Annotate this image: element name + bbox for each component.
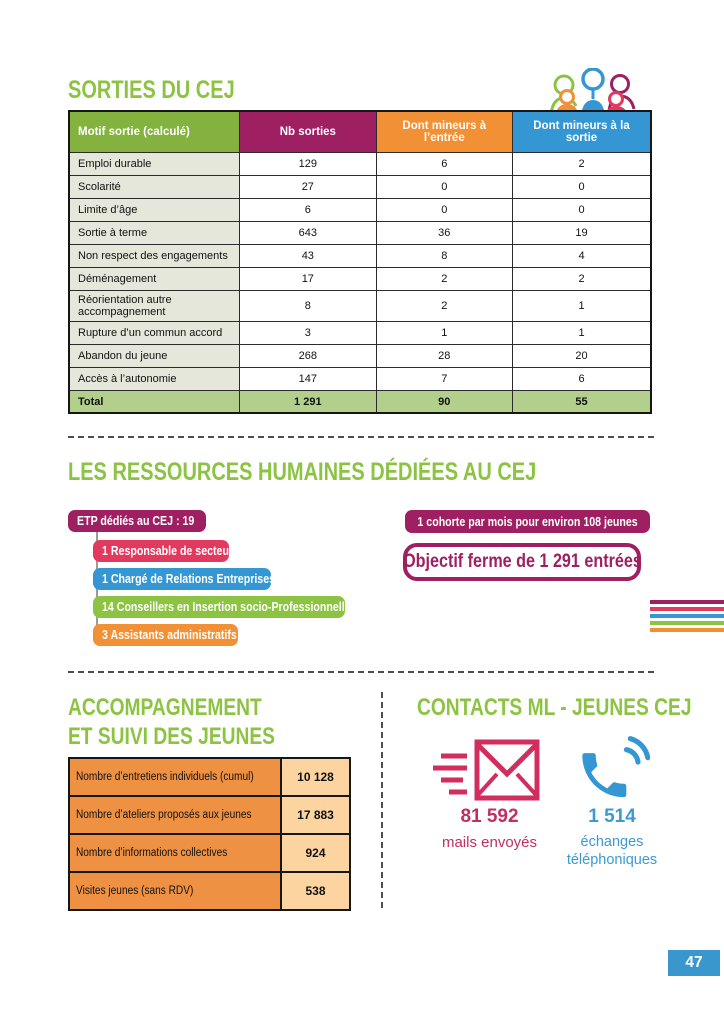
row-mineurs-sortie: 19 [513, 222, 651, 245]
row-mineurs-sortie: 0 [513, 199, 651, 222]
phone-label-line2: téléphoniques [566, 852, 658, 868]
header-mineurs-sortie: Dont mineurs à la sortie [513, 111, 651, 153]
mail-label: mails envoyés [441, 834, 538, 851]
header-mineurs-entree: Dont mineurs à l’entrée [376, 111, 512, 153]
row-mineurs-entree: 36 [376, 222, 512, 245]
total-row [69, 391, 651, 414]
stripe-crimson [650, 607, 724, 611]
acc-row [69, 758, 350, 796]
phone-icon [572, 733, 650, 805]
table-row [69, 153, 651, 176]
acc-row [69, 796, 350, 834]
divider-top [68, 436, 655, 438]
row-label: Réorientation autre accompagnement [69, 291, 240, 322]
row-nb-sorties: 129 [240, 153, 376, 176]
row-label: Déménagement [69, 268, 240, 291]
table-row [69, 268, 651, 291]
row-mineurs-entree: 6 [376, 153, 512, 176]
acc-row-value: 538 [281, 872, 350, 910]
acc-row-value: 10 128 [281, 758, 350, 796]
table-row [69, 291, 651, 322]
acc-row-label: Nombre d’ateliers proposés aux jeunes [69, 796, 281, 834]
total-mineurs-entree: 90 [376, 391, 512, 414]
cohorte-pill: 1 cohorte par mois pour environ 108 jeunes [405, 510, 650, 533]
etp-item-conseillers: 14 Conseillers en Insertion socio-Professionnelle [93, 596, 345, 618]
row-mineurs-entree: 2 [376, 291, 512, 322]
table-row [69, 199, 651, 222]
acc-row-label: Visites jeunes (sans RDV) [69, 872, 281, 910]
row-nb-sorties: 643 [240, 222, 376, 245]
table-row [69, 322, 651, 345]
phone-count: 1 514 [588, 806, 636, 827]
row-nb-sorties: 6 [240, 199, 376, 222]
row-mineurs-sortie: 2 [513, 153, 651, 176]
total-nb-sorties: 1 291 [240, 391, 376, 414]
row-mineurs-sortie: 20 [513, 345, 651, 368]
row-label: Non respect des engagements [69, 245, 240, 268]
table-row [69, 368, 651, 391]
phone-label-line1: échanges [580, 834, 644, 850]
acc-row-value: 17 883 [281, 796, 350, 834]
acc-row [69, 872, 350, 910]
row-nb-sorties: 3 [240, 322, 376, 345]
divider-vertical [381, 692, 383, 912]
stripe-green [650, 621, 724, 625]
row-mineurs-sortie: 4 [513, 245, 651, 268]
header-motif: Motif sortie (calculé) [69, 111, 240, 153]
header-nb-sorties: Nb sorties [240, 111, 376, 153]
row-nb-sorties: 27 [240, 176, 376, 199]
etp-root-pill: ETP dédiés au CEJ : 19 [68, 510, 206, 532]
people-group-icon [543, 68, 643, 116]
row-label: Accès à l’autonomie [69, 368, 240, 391]
row-mineurs-sortie: 1 [513, 322, 651, 345]
row-nb-sorties: 147 [240, 368, 376, 391]
row-nb-sorties: 268 [240, 345, 376, 368]
accompagnement-title-line1: ACCOMPAGNEMENT [68, 694, 262, 721]
objectif-box: Objectif ferme de 1 291 entrées [403, 543, 641, 581]
stripe-orange [650, 628, 724, 632]
row-label: Limite d’âge [69, 199, 240, 222]
acc-row [69, 834, 350, 872]
row-mineurs-entree: 0 [376, 176, 512, 199]
row-mineurs-entree: 8 [376, 245, 512, 268]
etp-item-responsable: 1 Responsable de secteur [93, 540, 229, 562]
table-row [69, 245, 651, 268]
row-mineurs-entree: 28 [376, 345, 512, 368]
acc-row-label: Nombre d’informations collectives [69, 834, 281, 872]
row-mineurs-entree: 7 [376, 368, 512, 391]
row-mineurs-entree: 0 [376, 199, 512, 222]
row-label: Sortie à terme [69, 222, 240, 245]
row-label: Rupture d’un commun accord [69, 322, 240, 345]
sorties-header-row [69, 111, 651, 153]
table-row [69, 222, 651, 245]
divider-bottom [68, 671, 655, 673]
etp-item-charge-relations: 1 Chargé de Relations Entreprises [93, 568, 271, 590]
row-nb-sorties: 17 [240, 268, 376, 291]
total-mineurs-sortie: 55 [513, 391, 651, 414]
page-number: 47 [685, 954, 703, 971]
rh-title: LES RESSOURCES HUMAINES DÉDIÉES AU CEJ [68, 458, 537, 486]
row-mineurs-entree: 1 [376, 322, 512, 345]
page-number-badge [668, 950, 720, 976]
accompagnement-title-line2: ET SUIVI DES JEUNES [68, 723, 275, 750]
row-label: Emploi durable [69, 153, 240, 176]
row-mineurs-sortie: 1 [513, 291, 651, 322]
acc-row-value: 924 [281, 834, 350, 872]
mail-icon [433, 738, 543, 802]
row-nb-sorties: 8 [240, 291, 376, 322]
sorties-title: SORTIES DU CEJ [68, 76, 235, 104]
row-mineurs-sortie: 2 [513, 268, 651, 291]
acc-row-label: Nombre d’entretiens individuels (cumul) [69, 758, 281, 796]
total-label: Total [69, 391, 240, 414]
row-label: Scolarité [69, 176, 240, 199]
table-row [69, 176, 651, 199]
row-label: Abandon du jeune [69, 345, 240, 368]
accompagnement-table [68, 757, 351, 911]
mail-count: 81 592 [460, 806, 519, 827]
contacts-title: CONTACTS ML - JEUNES CEJ [417, 694, 692, 721]
table-row [69, 345, 651, 368]
stripe-magenta [650, 600, 724, 604]
etp-item-assistants: 3 Assistants administratifs [93, 624, 238, 646]
row-mineurs-sortie: 0 [513, 176, 651, 199]
sorties-table [68, 110, 652, 414]
row-nb-sorties: 43 [240, 245, 376, 268]
row-mineurs-sortie: 6 [513, 368, 651, 391]
stripe-blue [650, 614, 724, 618]
row-mineurs-entree: 2 [376, 268, 512, 291]
